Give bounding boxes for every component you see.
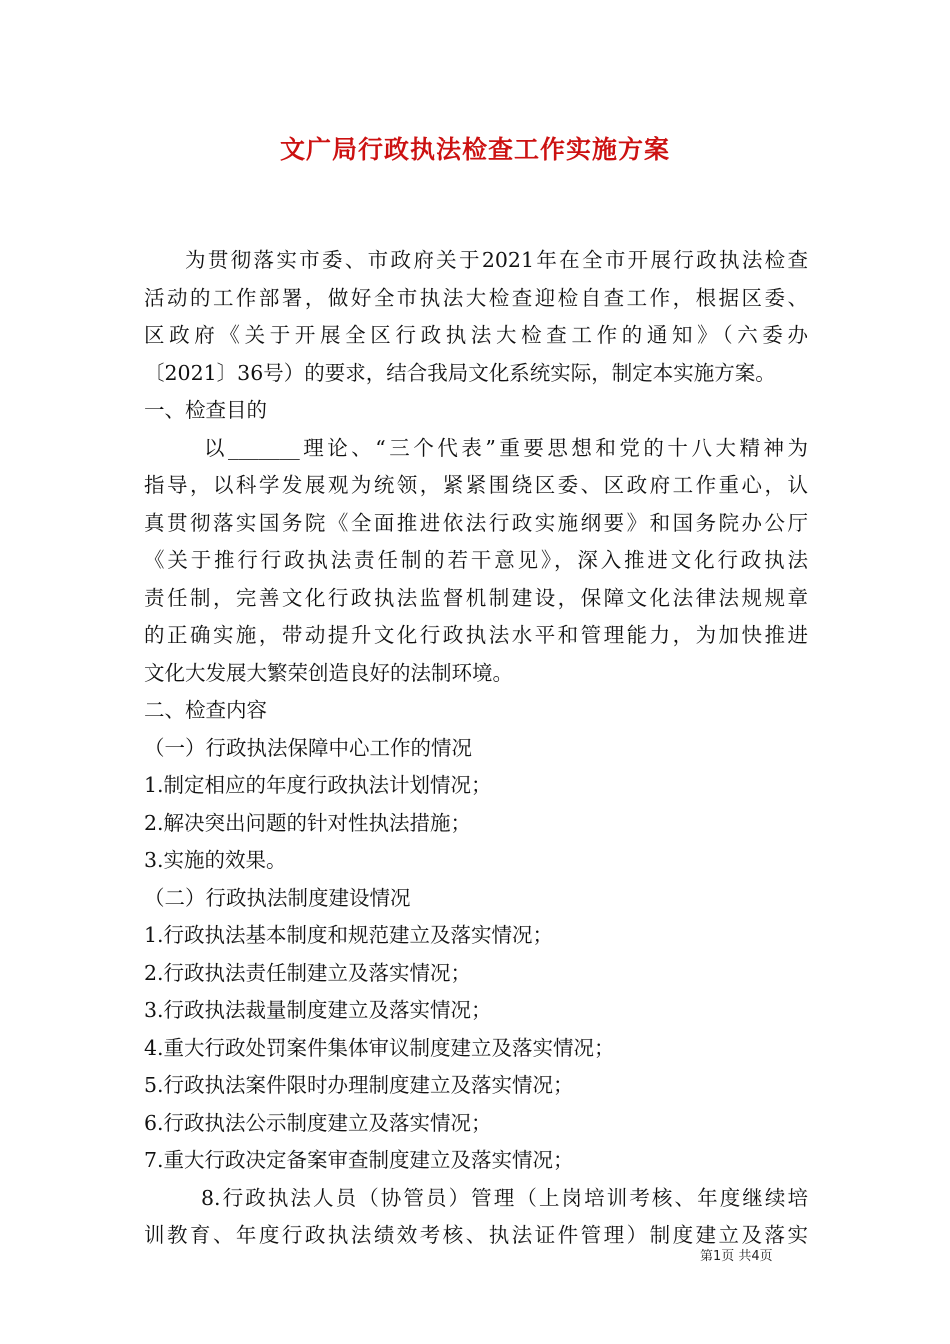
- text-line: 责任制，完善文化行政执法监督机制建设，保障文化法律法规规章: [144, 585, 808, 610]
- text-line: 〔2021〕36号）的要求，结合我局文化系统实际，制定本实施方案。: [144, 360, 776, 385]
- list-item: 4.重大行政处罚案件集体审议制度建立及落实情况；: [144, 1035, 615, 1060]
- text-line: 文化大发展大繁荣创造良好的法制环境。: [144, 660, 513, 685]
- text-line: 8.行政执法人员（协管员）管理（上岗培训考核、年度继续培: [201, 1185, 808, 1210]
- text-line: 《关于推行行政执法责任制的若干意见》，深入推进文化行政执法: [144, 548, 808, 572]
- document-body: [144, 242, 808, 1255]
- subsection-heading-2: （二）行政执法制度建设情况: [144, 885, 411, 910]
- text-line: 活动的工作部署，做好全市执法大检查迎检自查工作，根据区委、: [144, 285, 808, 310]
- subsection-heading-1: （一）行政执法保障中心工作的情况: [144, 735, 472, 760]
- text-line: 真贯彻落实国务院《全面推进依法行政实施纲要》和国务院办公厅: [144, 510, 808, 535]
- list-item-8: [144, 1180, 808, 1255]
- list-item: 1.制定相应的年度行政执法计划情况；: [144, 773, 492, 797]
- list-item: 2.行政执法责任制建立及落实情况；: [144, 960, 472, 985]
- list-item: 2.解决突出问题的针对性执法措施；: [144, 810, 472, 835]
- section-heading-content: 二、检查内容: [144, 698, 267, 722]
- section-heading-purpose: 一、检查目的: [144, 398, 267, 422]
- intro-paragraph: [144, 242, 808, 392]
- text-line: 区政府《关于开展全区行政执法大检查工作的通知》（六委办: [144, 323, 808, 347]
- text-line: 为贯彻落实市委、市政府关于2021年在全市开展行政执法检查: [185, 248, 808, 272]
- text-line: 训教育、年度行政执法绩效考核、执法证件管理）制度建立及落实: [144, 1223, 808, 1247]
- purpose-paragraph: [144, 430, 808, 693]
- list-item: 1.行政执法基本制度和规范建立及落实情况；: [144, 923, 554, 947]
- text-line: 指导，以科学发展观为统领，紧紧围绕区委、区政府工作重心，认: [144, 473, 808, 497]
- list-item: 7.重大行政决定备案审查制度建立及落实情况；: [144, 1148, 574, 1172]
- page-number-footer: 第1页 共4页: [700, 1249, 773, 1264]
- text-line: 的正确实施，带动提升文化行政执法水平和管理能力，为加快推进: [144, 623, 808, 647]
- list-item: 5.行政执法案件限时办理制度建立及落实情况；: [144, 1073, 574, 1097]
- list-item: 6.行政执法公示制度建立及落实情况；: [144, 1110, 492, 1135]
- document-title: 文广局行政执法检查工作实施方案: [279, 135, 670, 164]
- list-item: 3.行政执法裁量制度建立及落实情况；: [144, 998, 492, 1022]
- text-line: 以_______理论、“三个代表”重要思想和党的十八大精神为: [204, 435, 808, 460]
- list-item: 3.实施的效果。: [144, 848, 287, 872]
